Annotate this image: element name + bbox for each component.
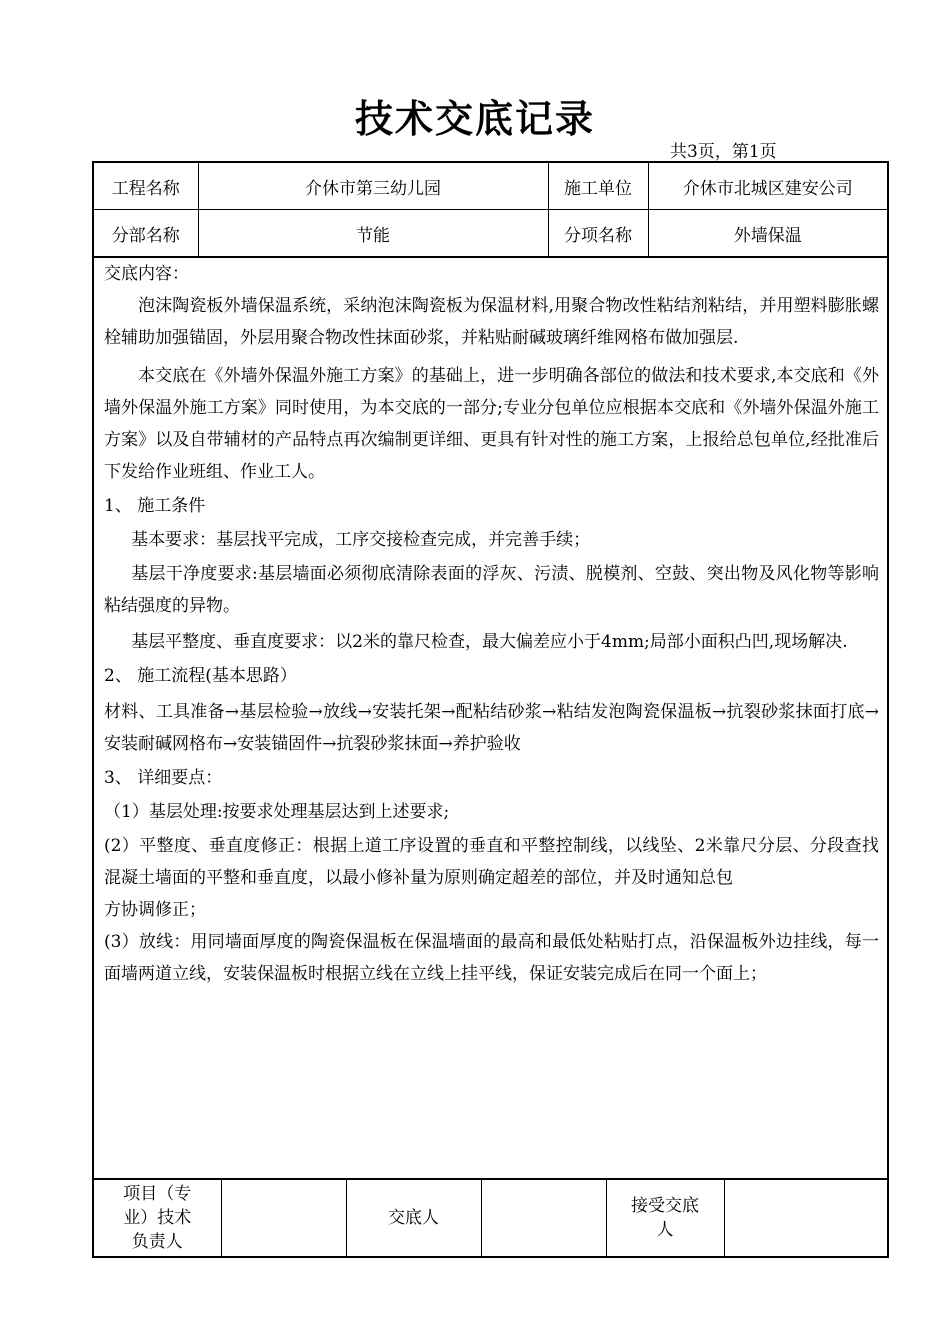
content-paragraph: 材料、工具准备→基层检验→放线→安装托架→配粘结砂浆→粘结发泡陶瓷保温板→抗裂砂浆抹面打底→安装耐碱网格布→安装锚固件→抗裂砂浆抹面→养护验收 — [104, 702, 879, 754]
section-heading: 1、 施工条件 — [104, 496, 206, 516]
project-name-label: 工程名称 — [93, 162, 198, 210]
contractor-label: 施工单位 — [548, 162, 648, 210]
content-paragraph: 本交底在《外墙外保温外施工方案》的基础上，进一步明确各部位的做法和技术要求,本交底和《外墙外保温外施工方案》同时使用，为本交底的一部分;专业分包单位应根据本交底和《外墙外保温外施工方案》以及自带辅材的产品特点再次编制更详细、更具有针对性的施工方案，上报给总包单位,经批准后下发给作业班组、作业工人。 — [104, 366, 879, 482]
tech-lead-label: 项目（专业）技术负责人 — [93, 1179, 221, 1257]
signature-row — [93, 1179, 888, 1257]
page-info: 共3页，第1页 — [670, 142, 777, 162]
division-value: 节能 — [198, 210, 548, 258]
content-paragraph: (3）放线：用同墙面厚度的陶瓷保温板在保温墙面的最高和最低处粘贴打点，沿保温板外边挂线，每一面墙两道立线，安装保温板时根据立线在立线上挂平线，保证安装完成后在同一个面上； — [104, 932, 879, 984]
section-heading: 3、 详细要点： — [104, 768, 223, 788]
subitem-label: 分项名称 — [548, 210, 648, 258]
signature-table — [92, 1178, 889, 1258]
content-paragraph: 方协调修正； — [104, 900, 206, 920]
content-paragraph: 基本要求：基层找平完成，工序交接检查完成，并完善手续； — [131, 530, 591, 550]
content-paragraph: 泡沫陶瓷板外墙保温系统，采纳泡沫陶瓷板为保温材料,用聚合物改性粘结剂粘结，并用塑料膨胀螺栓辅助加强锚固，外层用聚合物改性抹面砂浆，并粘贴耐碱玻璃纤维网格布做加强层. — [104, 296, 879, 348]
presenter-signature — [481, 1179, 606, 1257]
tech-lead-signature — [221, 1179, 346, 1257]
header-table — [92, 161, 889, 258]
header-row-project — [93, 162, 888, 210]
content-paragraph: (2）平整度、垂直度修正：根据上道工序设置的垂直和平整控制线，以线坠、2米靠尺分层、分段查找混凝土墙面的平整和垂直度，以最小修补量为原则确定超差的部位，并及时通知总包 — [104, 836, 879, 888]
content-paragraph: （1）基层处理:按要求处理基层达到上述要求; — [104, 802, 450, 822]
header-row-division — [93, 210, 888, 258]
subitem-value: 外墙保温 — [648, 210, 888, 258]
presenter-label: 交底人 — [346, 1179, 481, 1257]
content-paragraph: 基层平整度、垂直度要求：以2米的靠尺检查，最大偏差应小于4mm;局部小面积凸凹,现场解决. — [131, 632, 848, 652]
project-name-value: 介休市第三幼儿园 — [198, 162, 548, 210]
document-title: 技术交底记录 — [354, 97, 595, 141]
section-heading: 2、 施工流程(基本思路） — [104, 666, 297, 686]
receiver-label: 接受交底人 — [606, 1179, 724, 1257]
division-label: 分部名称 — [93, 210, 198, 258]
receiver-signature — [724, 1179, 888, 1257]
contractor-value: 介休市北城区建安公司 — [648, 162, 888, 210]
disclosure-content — [92, 255, 889, 1178]
content-heading: 交底内容： — [104, 264, 189, 284]
content-paragraph: 基层干净度要求:基层墙面必须彻底清除表面的浮灰、污渍、脱模剂、空鼓、突出物及风化物等影响粘结强度的异物。 — [104, 564, 879, 616]
